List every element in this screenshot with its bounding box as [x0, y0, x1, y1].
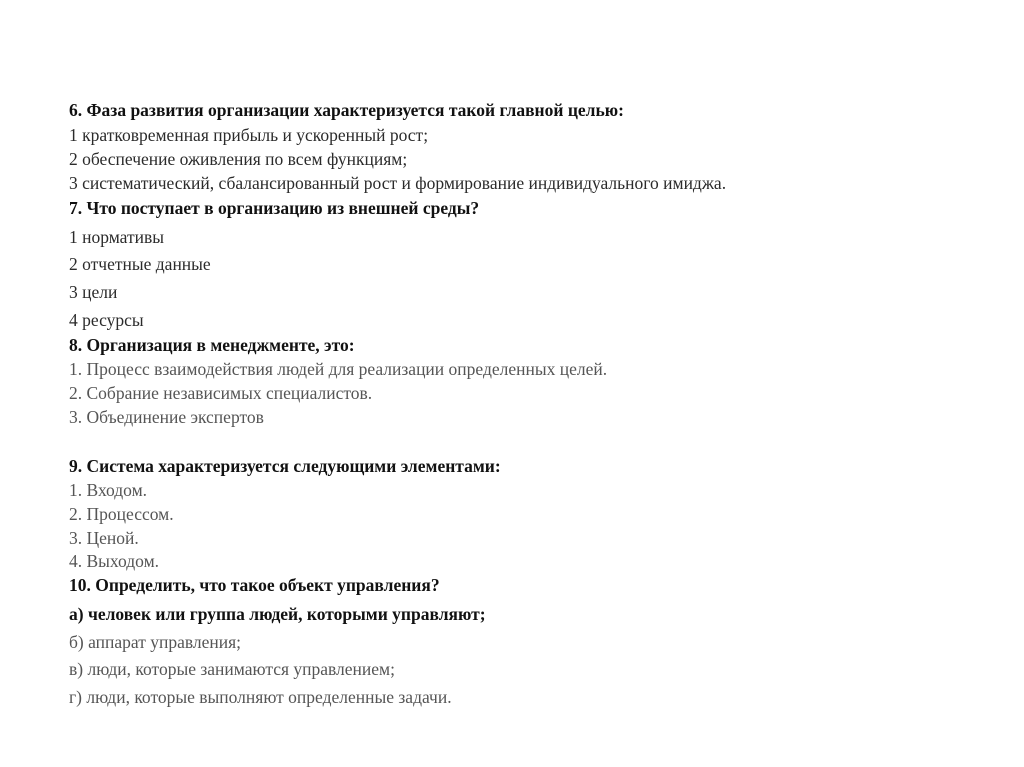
question-7-option-3: 3 цели [69, 282, 118, 302]
question-7-option-2: 2 отчетные данные [69, 254, 211, 274]
question-10-option-a: а) человек или группа людей, которыми управляют; [69, 604, 486, 624]
question-8-option-1: 1. Процесс взаимодействия людей для реализации определенных целей. [69, 359, 608, 379]
question-9-title: 9. Система характеризуется следующими элементами: [69, 456, 501, 476]
question-6-title: 6. Фаза развития организации характеризуется такой главной целью: [69, 100, 624, 120]
question-6-option-3: 3 систематический, сбалансированный рост и формирование индивидуального имиджа. [69, 173, 727, 193]
question-8-title: 8. Организация в менеджменте, это: [69, 335, 355, 355]
question-9-option-4: 4. Выходом. [69, 551, 160, 571]
question-10-option-b: б) аппарат управления; [69, 632, 242, 652]
question-9-option-1: 1. Входом. [69, 480, 148, 500]
question-9-option-2: 2. Процессом. [69, 504, 174, 524]
question-7-option-1: 1 нормативы [69, 227, 165, 247]
question-9-option-3: 3. Ценой. [69, 528, 139, 548]
question-10-title: 10. Определить, что такое объект управления? [69, 575, 440, 595]
question-8-option-2: 2. Собрание независимых специалистов. [69, 383, 373, 403]
question-6-option-1: 1 кратковременная прибыль и ускоренный рост; [69, 125, 429, 145]
question-7-title: 7. Что поступает в организацию из внешней среды? [69, 198, 480, 218]
question-10-option-d: г) люди, которые выполняют определенные задачи. [69, 687, 452, 707]
question-7-option-4: 4 ресурсы [69, 310, 144, 330]
question-8-option-3: 3. Объединение экспертов [69, 407, 264, 427]
question-10-option-c: в) люди, которые занимаются управлением; [69, 659, 395, 679]
question-6-option-2: 2 обеспечение оживления по всем функциям; [69, 149, 408, 169]
